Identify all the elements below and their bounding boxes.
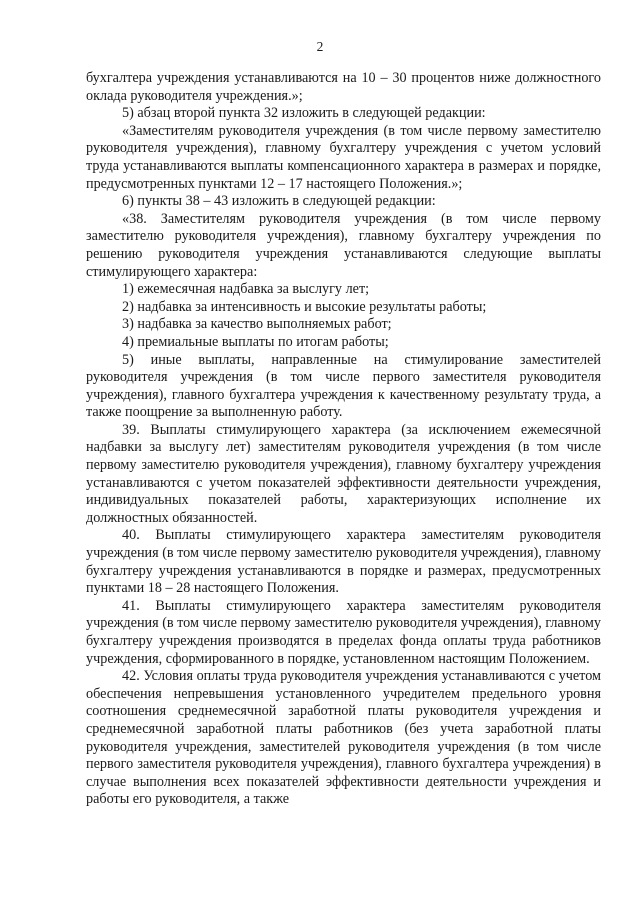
paragraph-continuation: бухгалтера учреждения устанавливаются на 10 – 30 процентов ниже должностного оклада руководителя учреждения.»; [86, 70, 601, 104]
list-item-3: 3) надбавка за качество выполняемых работ; [122, 316, 392, 333]
page-number: 2 [316, 39, 324, 54]
paragraph-item-5: 5) абзац второй пункта 32 изложить в следующей редакции: [122, 105, 486, 122]
paragraph-clause-41: 41. Выплаты стимулирующего характера заместителям руководителя учреждения (в том числе первому заместителю руководителя учреждения), главному бухгалтеру учреждения производятся в пределах фонда оплаты труда работников учреждения, сформированного в порядке, установленном настоящим Положением. [86, 597, 601, 667]
paragraph-clause-40: 40. Выплаты стимулирующего характера заместителям руководителя учреждения (в том числе первому заместителю руководителя учреждения), главному бухгалтеру учреждения устанавливаются в порядке и размерах, предусмотренных пунктами 18 – 28 настоящего Положения. [86, 527, 601, 597]
paragraph-item-6: 6) пункты 38 – 43 изложить в следующей редакции: [122, 193, 436, 210]
document-body [86, 70, 601, 809]
paragraph-quote-32: «Заместителям руководителя учреждения (в том числе первому заместителю руководителя учреждения), главному бухгалтеру учреждения с учетом условий труда устанавливаются выплаты компенсационного характера в размерах и порядке, предусмотренных пунктами 12 – 17 настоящего Положения.»; [86, 122, 601, 192]
paragraph-clause-38: «38. Заместителям руководителя учреждения (в том числе первому заместителю руководителя учреждения), главному бухгалтеру учреждения по решению руководителя учреждения устанавливаются следующие выплаты стимулирующего характера: [86, 210, 601, 280]
list-item-2: 2) надбавка за интенсивность и высокие результаты работы; [122, 298, 487, 315]
paragraph-clause-42: 42. Условия оплаты труда руководителя учреждения устанавливаются с учетом обеспечения непревышения установленного учредителем предельного уровня соотношения среднемесячной заработной платы руководителя учреждения и среднемесячной заработной платы работников (без учета заработной платы руководителя учреждения, заместителей руководителя учреждения (в том числе первого заместителя руководителя учреждения), главного бухгалтера учреждения) в случае выполнения всех показателей эффективности деятельности учреждения и работы его руководителя, а также [86, 668, 601, 808]
paragraph-clause-39: 39. Выплаты стимулирующего характера (за исключением ежемесячной надбавки за выслугу лет) заместителям руководителя учреждения (в том числе первому заместителю руководителя учреждения), главному бухгалтеру учреждения устанавливаются с учетом показателей эффективности деятельности учреждения, индивидуальных показателей работы, характеризующих исполнение их должностных обязанностей. [86, 421, 601, 526]
list-item-4: 4) премиальные выплаты по итогам работы; [122, 333, 389, 350]
list-item-1: 1) ежемесячная надбавка за выслугу лет; [122, 281, 370, 298]
list-item-5: 5) иные выплаты, направленные на стимулирование заместителей руководителя учреждения (в том числе первого заместителя руководителя учреждения), главного бухгалтера учреждения к качественному результату труда, а также поощрение за выполненную работу. [86, 351, 601, 421]
